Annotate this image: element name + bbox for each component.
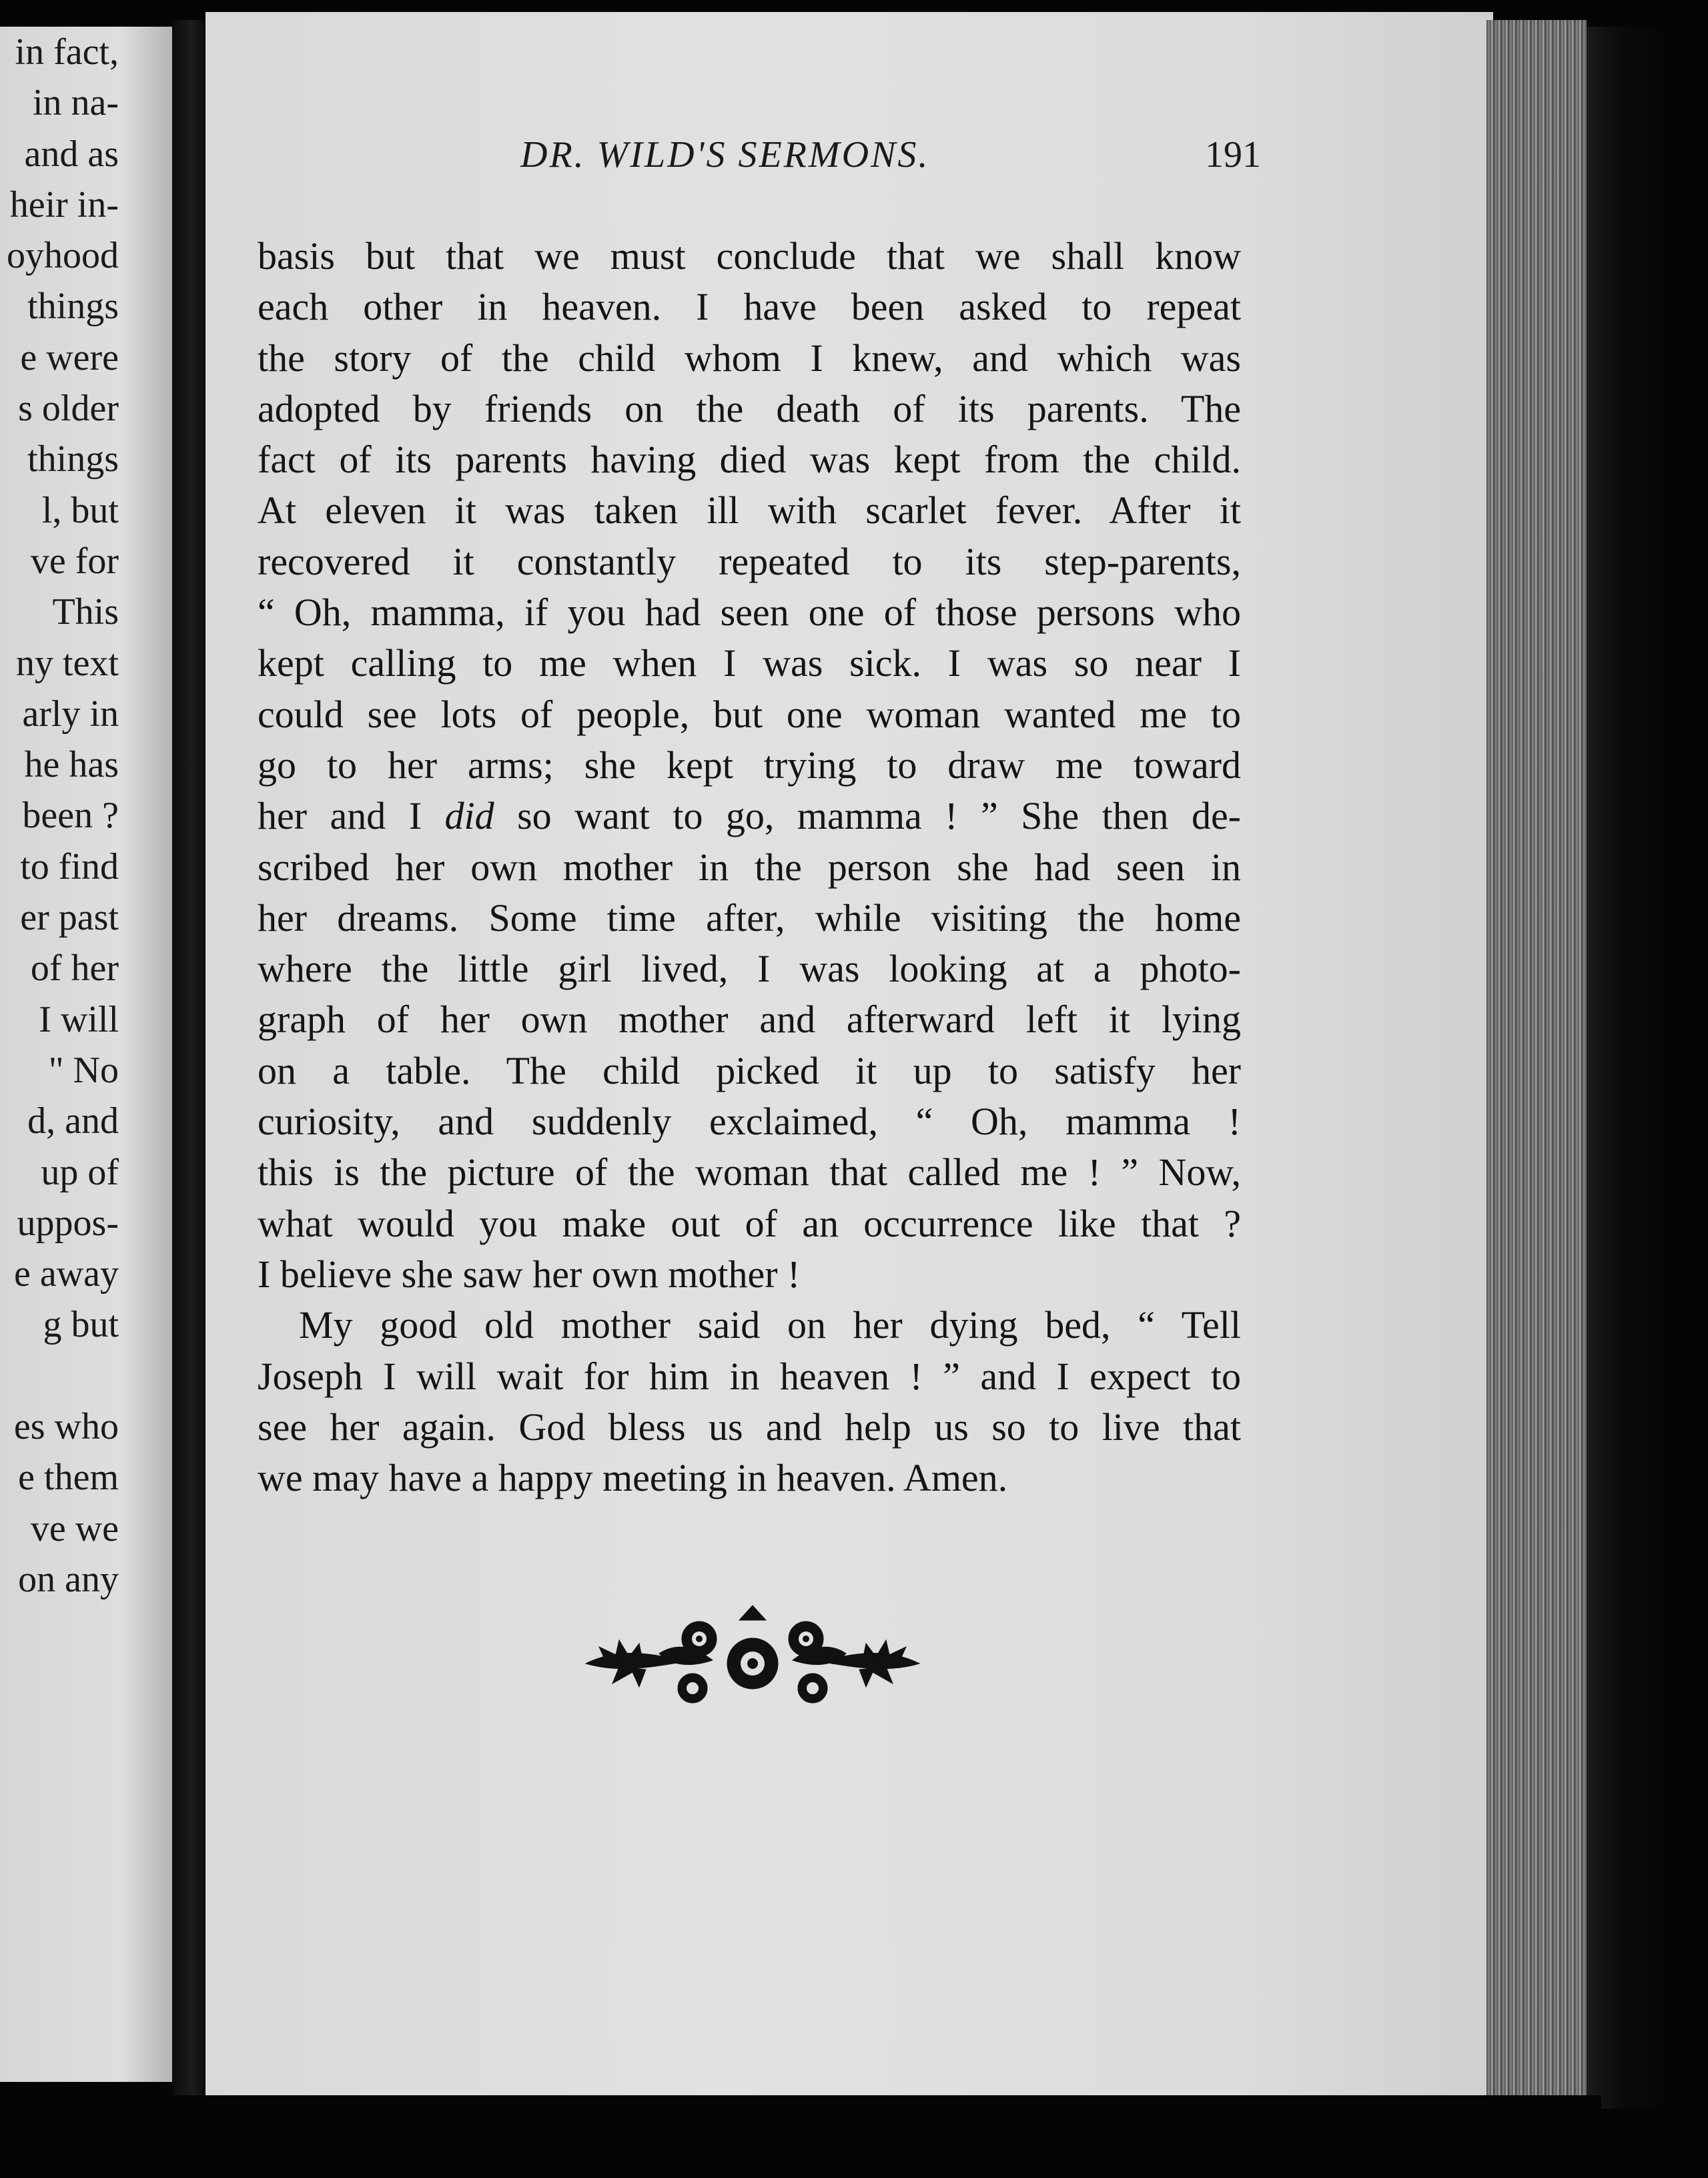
left-fragment: I will — [39, 998, 119, 1040]
left-fragment: in fact, — [15, 31, 119, 73]
left-fragment: he has — [24, 744, 119, 786]
left-fragment: e them — [18, 1457, 119, 1499]
left-fragment: " No — [48, 1049, 119, 1091]
left-fragment: ny text — [16, 642, 119, 684]
left-fragment: up of — [41, 1151, 119, 1193]
text-line: where the little girl lived, I was looking at a photo- — [258, 947, 1241, 991]
left-fragment: e were — [20, 336, 119, 378]
page-edges-stack — [1486, 20, 1587, 2095]
text-line: her dreams. Some time after, while visiting the home — [258, 895, 1241, 940]
left-fragment: to find — [20, 845, 119, 887]
text-line: see her again. God bless us and help us so to live that — [258, 1405, 1241, 1449]
text-segment: her and I — [258, 794, 445, 838]
left-fragment: on any — [18, 1558, 119, 1600]
left-fragment: d, and — [27, 1100, 119, 1142]
text-line: kept calling to me when I was sick. I was so near I — [258, 641, 1241, 685]
text-line: we may have a happy meeting in heaven. Amen. — [258, 1456, 1008, 1500]
left-fragment: in na- — [32, 82, 119, 124]
text-line: scribed her own mother in the person she had seen in — [258, 845, 1241, 889]
left-fragment: and as — [24, 133, 119, 175]
book-gutter — [172, 20, 205, 2095]
left-page-text-fragments — [0, 27, 119, 1605]
left-fragment: arly in — [22, 693, 119, 735]
page-number: 191 — [1205, 134, 1261, 175]
floral-vignette-icon — [579, 1600, 926, 1720]
text-line: recovered it constantly repeated to its step-parents, — [258, 539, 1241, 583]
text-line: this is the picture of the woman that called me ! ” Now, — [258, 1150, 1241, 1194]
text-line: adopted by friends on the death of its parents. The — [258, 386, 1241, 430]
left-fragment: heir in- — [9, 184, 119, 226]
left-fragment: s older — [18, 388, 119, 430]
left-fragment: er past — [20, 897, 119, 939]
facing-page-left — [0, 27, 172, 2082]
left-fragment: oyhood — [7, 235, 119, 277]
left-fragment: l, but — [41, 489, 119, 531]
left-fragment — [0, 1351, 119, 1401]
bottom-shadow — [200, 2095, 1601, 2178]
text-line: Joseph I will wait for him in heaven ! ” and I expect to — [258, 1354, 1241, 1398]
italic-emphasis: did — [444, 794, 494, 838]
running-title: DR. WILD'S SERMONS. — [520, 134, 930, 175]
text-line-with-italic — [258, 791, 1241, 841]
text-line-indented: My good old mother said on her dying bed, “ Tell — [299, 1303, 1241, 1347]
left-fragment: ve we — [30, 1507, 119, 1549]
left-fragment: ve for — [30, 540, 119, 582]
text-line: on a table. The child picked it up to satisfy her — [258, 1048, 1241, 1092]
left-fragment: e away — [13, 1253, 119, 1295]
left-fragment: es who — [13, 1406, 119, 1448]
left-fragment: g but — [43, 1304, 119, 1346]
text-line: what would you make out of an occurrence like that ? — [258, 1201, 1241, 1245]
text-line: go to her arms; she kept trying to draw me toward — [258, 743, 1241, 787]
text-line: I believe she saw her own mother ! — [258, 1252, 801, 1296]
text-line: At eleven it was taken ill with scarlet fever. After it — [258, 488, 1241, 532]
left-fragment: been ? — [22, 795, 119, 837]
text-line: the story of the child whom I knew, and which was — [258, 336, 1241, 380]
running-head — [314, 133, 1261, 187]
text-line: each other in heaven. I have been asked to repeat — [258, 285, 1241, 329]
left-fragment: things — [27, 286, 119, 328]
text-line: “ Oh, mamma, if you had seen one of those persons who — [258, 591, 1241, 635]
text-line: graph of her own mother and afterward left it lying — [258, 998, 1241, 1042]
left-fragment: This — [52, 591, 119, 633]
left-fragment: uppos- — [17, 1202, 119, 1244]
text-line: fact of its parents having died was kept from the child. — [258, 438, 1241, 482]
text-line: basis but that we must conclude that we shall know — [258, 234, 1241, 278]
left-fragment: things — [27, 438, 119, 480]
book-edge-shadow — [1587, 27, 1673, 2109]
text-line: could see lots of people, but one woman wanted me to — [258, 692, 1241, 736]
left-fragment: of her — [30, 948, 119, 990]
text-segment: so want to go, mamma ! ” She then de- — [494, 794, 1241, 838]
text-line: curiosity, and suddenly exclaimed, “ Oh, mamma ! — [258, 1100, 1241, 1144]
body-text — [258, 231, 1241, 1503]
